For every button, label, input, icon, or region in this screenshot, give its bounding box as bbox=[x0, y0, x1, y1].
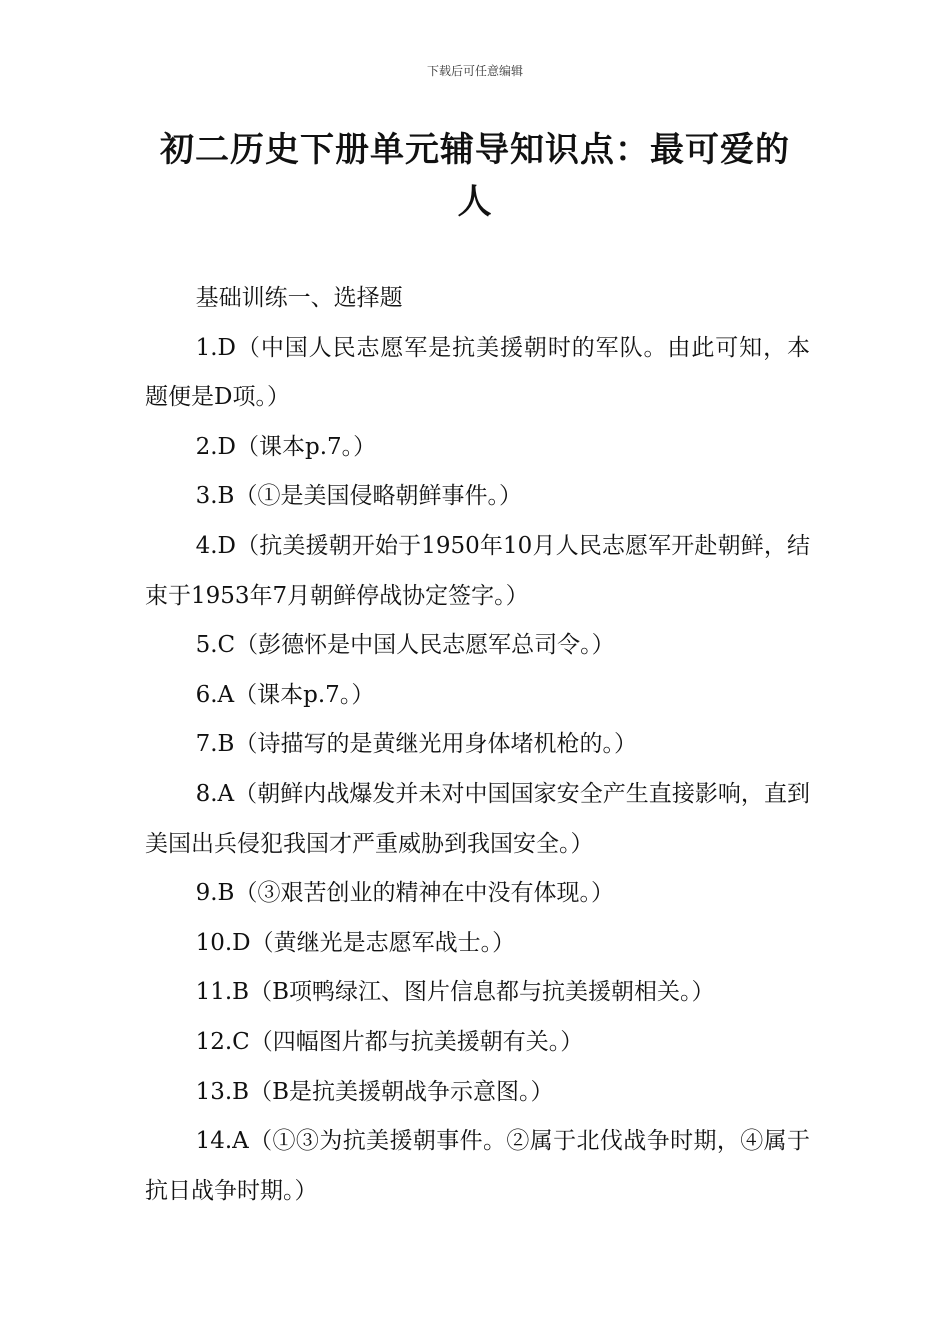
answer-item-13: 13.B（B是抗美援朝战争示意图。） bbox=[195, 1078, 554, 1105]
answer-item-11: 11.B（B项鸭绿江、图片信息都与抗美援朝相关。） bbox=[195, 979, 715, 1006]
answer-item-2: 2.D（课本p.7。） bbox=[195, 433, 377, 460]
answer-item-1: 1.D（中国人民志愿军是抗美援朝时的军队。由此可知，本题便是D项。） bbox=[145, 334, 810, 411]
answer-item-4: 4.D（抗美援朝开始于1950年10月人民志愿军开赴朝鲜，结束于1953年7月朝鲜停战协定签字。） bbox=[145, 532, 810, 609]
document-title bbox=[150, 124, 800, 228]
document-title-line-2: 人 bbox=[457, 182, 493, 222]
answer-item-14: 14.A（①③为抗美援朝事件。②属于北伐战争时期，④属于抗日战争时期。） bbox=[145, 1128, 810, 1204]
answer-item-6: 6.A（课本p.7。） bbox=[195, 681, 375, 708]
document-body bbox=[145, 274, 810, 1216]
answer-item-12: 12.C（四幅图片都与抗美援朝有关。） bbox=[195, 1028, 584, 1055]
answer-item-9: 9.B（③艰苦创业的精神在中没有体现。） bbox=[195, 880, 614, 907]
answer-item-5: 5.C（彭德怀是中国人民志愿军总司令。） bbox=[195, 632, 615, 659]
answer-item-8: 8.A（朝鲜内战爆发并未对中国国家安全产生直接影响，直到美国出兵侵犯我国才严重威胁到我国安全。） bbox=[145, 780, 810, 857]
answer-item-10: 10.D（黄继光是志愿军战士。） bbox=[195, 929, 516, 956]
answer-item-7: 7.B（诗描写的是黄继光用身体堵机枪的。） bbox=[195, 731, 637, 758]
page-header-note: 下载后可任意编辑 bbox=[426, 64, 523, 78]
section-heading: 基础训练一、选择题 bbox=[195, 285, 403, 311]
answer-item-3: 3.B（①是美国侵略朝鲜事件。） bbox=[195, 483, 522, 510]
document-title-line-1: 初二历史下册单元辅导知识点：最可爱的 bbox=[160, 130, 790, 170]
